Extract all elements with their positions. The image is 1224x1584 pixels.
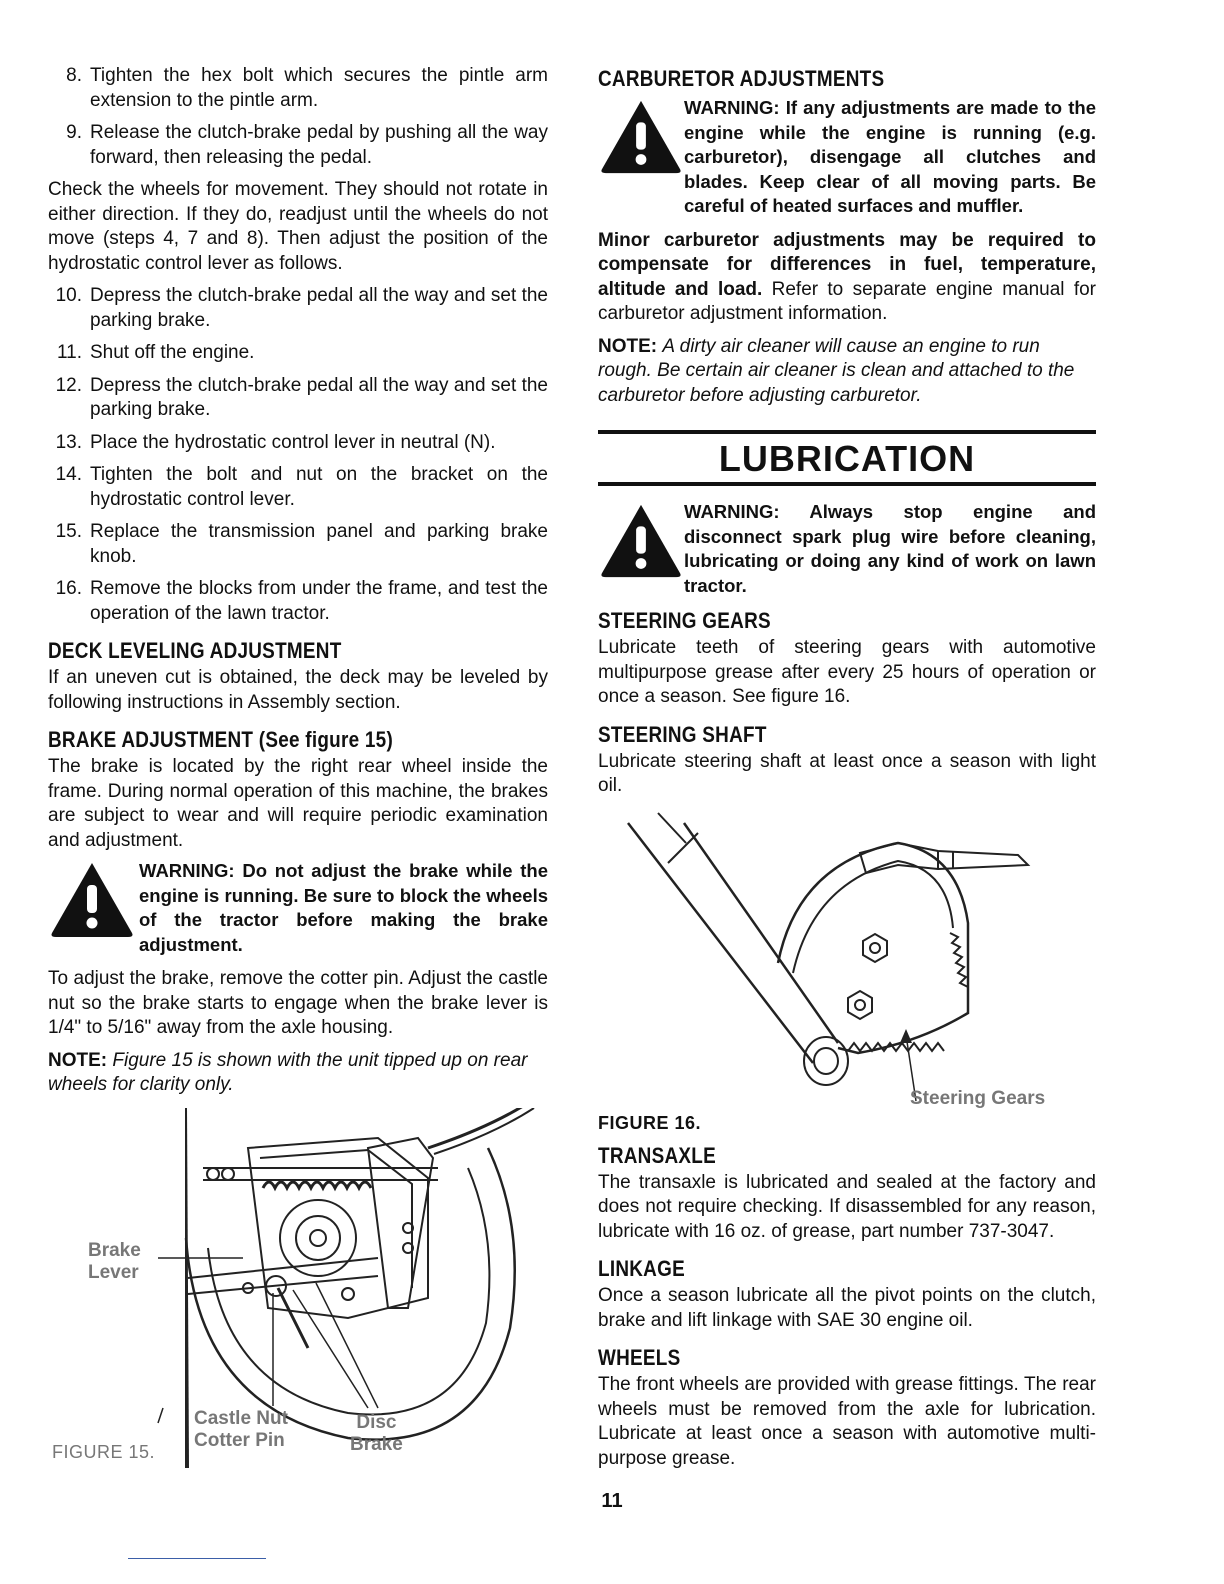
note-label: NOTE: <box>48 1049 108 1071</box>
label-castle-cotter: Castle Nut Cotter Pin <box>194 1407 288 1451</box>
linkage-text: Once a season lubricate all the pivot points on the clutch, brake and lift linkage with SAE 30 engine oil. <box>598 1285 1096 1331</box>
step-10: 10. Depress the clutch-brake pedal all the way and set the parking brake. <box>55 285 548 331</box>
step-13: 13. Place the hydrostatic control lever in neutral (N). <box>55 431 496 453</box>
brake-warning-block <box>48 859 548 957</box>
wheels-text: The front wheels are provided with grease fittings. The rear wheels must be removed from the axle for lubrication. Lubricate at least once a season with automotive multi-purpose grease. <box>598 1374 1096 1469</box>
transaxle-text: The transaxle is lubricated and sealed at the factory and does not require checking. If disassembled for any reason, lubricate with 16 oz. of grease, part number 737-3047. <box>598 1171 1096 1242</box>
gears-text: Lubricate teeth of steering gears with automotive multipurpose grease after every 25 hours of operation or once a season. See figure 16. <box>598 637 1096 707</box>
deck-text: If an uneven cut is obtained, the deck may be leveled by following instructions in Assembly section. <box>48 667 548 713</box>
label-disc-brake: Disc Brake <box>350 1411 403 1455</box>
shaft-text: Lubricate steering shaft at least once a season with light oil. <box>598 750 1096 796</box>
label-steering-gears: Steering Gears <box>910 1087 1046 1109</box>
note-text: A dirty air cleaner will cause an engine to run rough. Be certain air cleaner is clean and attached to the carburetor before adjusting carburetor. <box>598 335 1075 406</box>
lub-warning-block <box>598 500 1096 598</box>
step-9: 9. Release the clutch-brake pedal by pushing all the way forward, then releasing the pedal. <box>66 122 548 168</box>
warning-icon <box>598 96 684 176</box>
carb-rest-text: Refer to separate engine manual for carburetor adjustment information. <box>598 278 1096 324</box>
steering-gears-illustration <box>598 803 1096 1113</box>
step-11: 11. Shut off the engine. <box>56 342 255 363</box>
lub-warning-text: WARNING: Always stop engine and disconnect spark plug wire before cleaning, lubricating or doing any kind of work on lawn tractor. <box>684 501 1096 596</box>
footer-rule <box>128 1558 266 1559</box>
carb-heading: CARBURETOR ADJUSTMENTS <box>598 66 885 91</box>
warning-icon <box>598 500 684 580</box>
carb-warning-text: WARNING: If any adjustments are made to the engine while the engine is running (e.g. carburetor), disengage all clutches and blades. Keep clear of all moving parts. Be careful of heated surfaces and muffler. <box>684 97 1096 216</box>
gears-heading: STEERING GEARS <box>598 608 771 633</box>
steps-list-b <box>48 284 548 626</box>
adjust-text: To adjust the brake, remove the cotter pin. Adjust the castle nut so the brake starts to engage when the brake lever is 1/4" to 5/16" away from the axle housing. <box>48 968 548 1038</box>
figure-15 <box>48 1108 548 1468</box>
brake-heading: BRAKE ADJUSTMENT (See figure 15) <box>48 727 394 752</box>
figure-16-caption: FIGURE 16. <box>598 1112 702 1133</box>
transaxle-heading: TRANSAXLE <box>598 1142 716 1168</box>
deck-heading: DECK LEVELING ADJUSTMENT <box>48 638 342 663</box>
lubrication-title: LUBRICATION <box>718 438 976 479</box>
step-16: 16. Remove the blocks from under the frame, and test the operation of the lawn tractor. <box>55 578 548 624</box>
note-label: NOTE: <box>598 335 658 357</box>
note-15 <box>48 1049 548 1098</box>
step-8: 8. Tighten the hex bolt which secures the pintle arm extension to the pintle arm. <box>66 65 548 111</box>
carb-paragraph <box>598 229 1096 327</box>
linkage-heading: LINKAGE <box>598 1256 685 1281</box>
carb-warning-block <box>598 96 1096 219</box>
figure-16 <box>598 803 1096 1133</box>
left-column <box>48 64 548 1468</box>
shaft-heading: STEERING SHAFT <box>598 721 767 747</box>
brake-text: The brake is located by the right rear wheel inside the frame. During normal operation of this machine, the brakes are subject to wear and will require periodic examination and adjustment. <box>48 756 548 851</box>
note-text: Figure 15 is shown with the unit tipped up on rear wheels for clarity only. <box>48 1049 528 1095</box>
brake-warning-text: WARNING: Do not adjust the brake while the engine is running. Be sure to block the wheels of the tractor before making the brake adjustment. <box>139 860 548 955</box>
label-brake-lever: Brake Lever <box>88 1239 141 1283</box>
step-14: 14. Tighten the bolt and nut on the bracket on the hydrostatic control lever. <box>55 464 548 510</box>
steps-list-a <box>48 64 548 170</box>
note-carb <box>598 335 1096 409</box>
figure-15-caption: FIGURE 15. <box>52 1441 156 1462</box>
check-paragraph: Check the wheels for movement. They should not rotate in either direction. If they do, readjust until the wheels do not move (steps 4, 7 and 8). Then adjust the position of the hydrostatic control lever as follows. <box>48 179 548 274</box>
lubrication-banner <box>598 430 1096 486</box>
warning-icon <box>48 859 136 939</box>
step-12: 12. Depress the clutch-brake pedal all the way and set the parking brake. <box>55 374 548 420</box>
brake-assembly-illustration <box>48 1108 548 1468</box>
carb-bold-text: Minor carburetor adjustments may be required to compensate for differences in fuel, temperature, altitude and load. <box>598 229 1096 300</box>
right-column <box>598 66 1096 1471</box>
wheels-heading: WHEELS <box>598 1345 681 1370</box>
step-15: 15. Replace the transmission panel and parking brake knob. <box>55 521 548 567</box>
page-number: 11 <box>601 1490 623 1512</box>
